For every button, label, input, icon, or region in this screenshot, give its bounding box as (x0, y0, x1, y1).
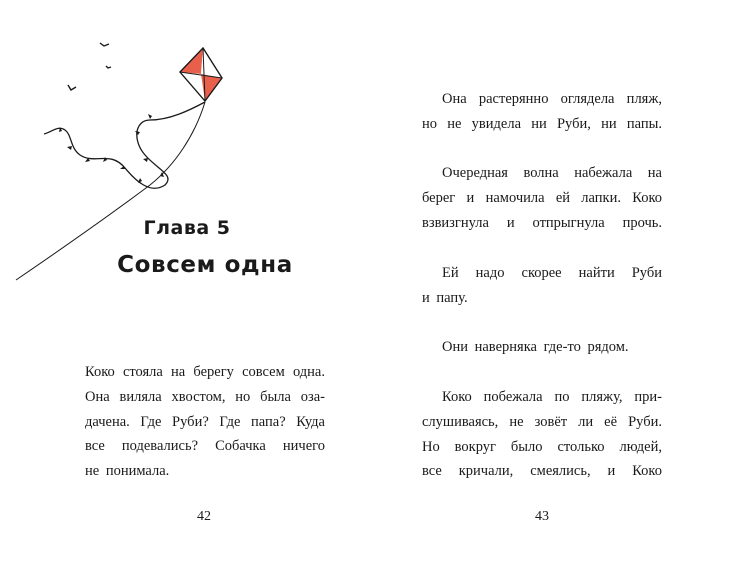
left-page (0, 0, 374, 580)
bird-icon (100, 43, 109, 46)
bird-icon (106, 66, 111, 68)
page-number: 42 (197, 509, 211, 524)
text-line: не понимала. (85, 463, 170, 480)
bird-icon (68, 85, 76, 90)
text-line: Она растерянно оглядела пляж, (442, 91, 662, 107)
right-page (374, 0, 749, 580)
kite-tail (44, 102, 205, 188)
paragraph (422, 87, 662, 137)
kite-body (180, 48, 222, 101)
bird-icons (68, 43, 111, 90)
text-line: Коко побежала по пляжу, при- (442, 389, 662, 405)
text-line: Очередная волна набежала на (442, 165, 662, 181)
text-line: взвизгнула и отпрыгнула прочь. (422, 214, 662, 231)
text-line: Они наверняка где-то рядом. (442, 339, 629, 355)
page-number: 43 (535, 509, 549, 524)
paragraph (85, 360, 325, 484)
paragraph (422, 385, 662, 484)
text-line: но не увидела ни Руби, ни папы. (422, 115, 662, 132)
paragraph (422, 335, 662, 360)
text-line: Но вокруг было столько людей, (422, 438, 662, 455)
text-line: слушиваясь, не зовёт ли её Руби. (422, 413, 662, 430)
chapter-title: Совсем одна (117, 252, 293, 278)
paragraph (422, 161, 662, 235)
text-line: все подевались? Собачка ничего (85, 438, 325, 455)
text-line: Она виляла хвостом, но была оза- (85, 388, 325, 405)
text-line: Коко стояла на берегу совсем одна. (85, 364, 325, 380)
chapter-label: Глава 5 (143, 217, 231, 239)
paragraph (422, 261, 662, 311)
text-line: Ей надо скорее найти Руби (442, 265, 662, 281)
text-line: берег и намочила ей лапки. Коко (422, 189, 662, 206)
text-line: все кричали, смеялись, и Коко (422, 463, 662, 480)
text-line: и папу. (422, 289, 468, 306)
text-line: дачена. Где Руби? Где папа? Куда (85, 413, 325, 430)
